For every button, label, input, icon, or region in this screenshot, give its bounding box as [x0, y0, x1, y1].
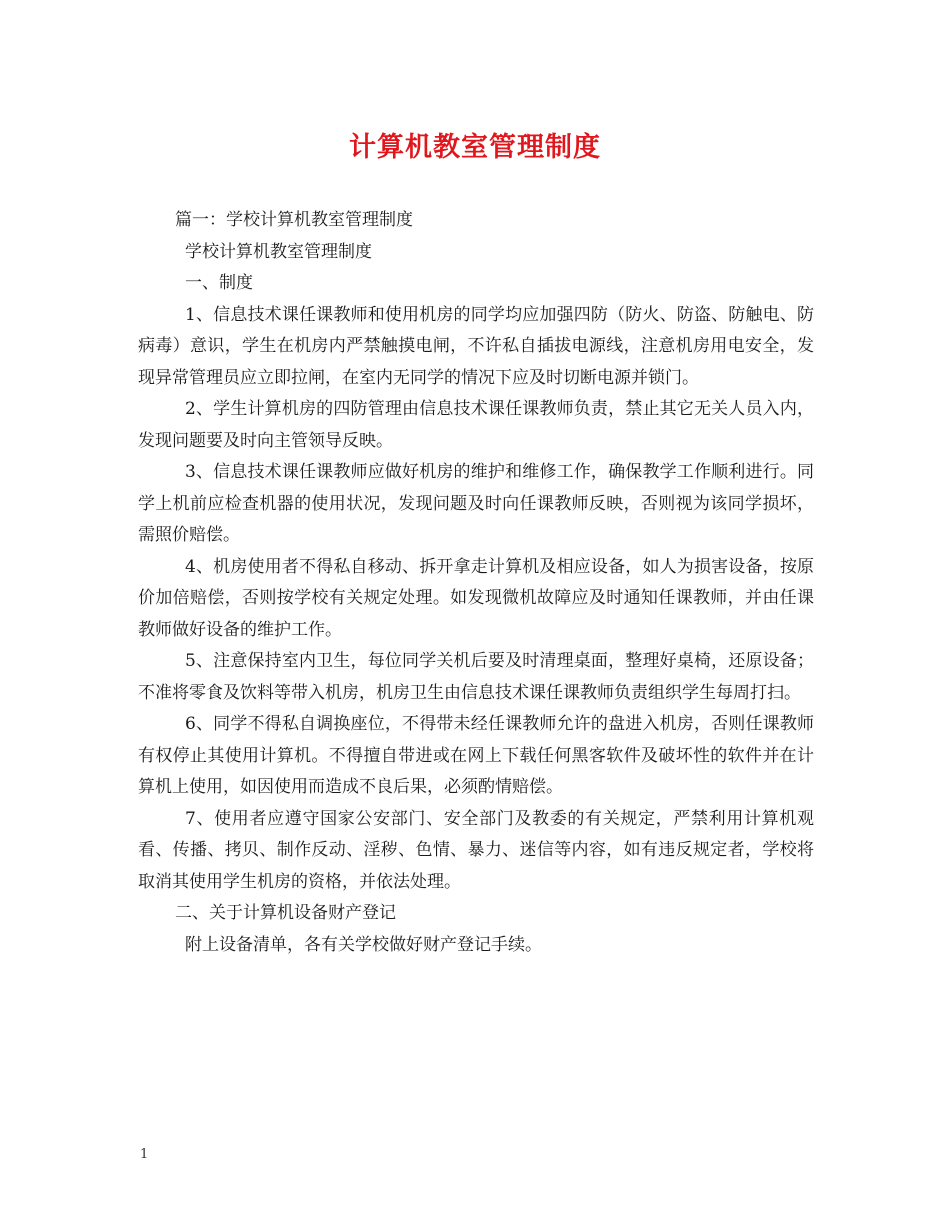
subtitle: 学校计算机教室管理制度	[185, 241, 372, 262]
rule-paragraph-7: 7、使用者应遵守国家公安部门、安全部门及教委的有关规定，严禁利用计算机观看、传播、拷贝、制作反动、淫秽、色情、暴力、迷信等内容，如有违反规定者，学校将取消其使用学生机房的资格，并依法处理。	[138, 808, 814, 892]
document-title: 计算机教室管理制度	[349, 132, 601, 163]
rule-paragraph-5: 5、注意保持室内卫生，每位同学关机后要及时清理桌面，整理好桌椅，还原设备；不准将零食及饮料等带入机房，机房卫生由信息技术课任课教师负责组织学生每周打扫。	[138, 651, 814, 703]
document-body	[138, 205, 814, 961]
rule-paragraph-1: 1、信息技术课任课教师和使用机房的同学均应加强四防（防火、防盗、防触电、防病毒）意识，学生在机房内严禁触摸电闸，不许私自插拔电源线，注意机房用电安全，发现异常管理员应立即拉闸，在室内无同学的情况下应及时切断电源并锁门。	[138, 304, 814, 388]
page-number: 1	[140, 1147, 149, 1162]
chapter-heading: 篇一：学校计算机教室管理制度	[175, 210, 413, 230]
rule-paragraph-3: 3、信息技术课任课教师应做好机房的维护和维修工作，确保教学工作顺利进行。同学上机前应检查机器的使用状况，发现问题及时向任课教师反映，否则视为该同学损坏，需照价赔偿。	[138, 462, 814, 545]
section-heading-one: 一、制度	[185, 273, 253, 293]
section-heading-two: 二、关于计算机设备财产登记	[175, 903, 396, 923]
rule-paragraph-6: 6、同学不得私自调换座位，不得带未经任课教师允许的盘进入机房，否则任课教师有权停止其使用计算机。不得擅自带进或在网上下载任何黑客软件及破坏性的软件并在计算机上使用，如因使用而造成不良后果，必须酌情赔偿。	[138, 714, 814, 797]
rule-paragraph-4: 4、机房使用者不得私自移动、拆开拿走计算机及相应设备，如人为损害设备，按原价加倍赔偿，否则按学校有关规定处理。如发现微机故障应及时通知任课教师，并由任课教师做好设备的维护工作。	[138, 556, 814, 640]
rule-paragraph-2: 2、学生计算机房的四防管理由信息技术课任课教师负责，禁止其它无关人员入内，发现问题要及时向主管领导反映。	[138, 399, 814, 451]
attachment-note: 附上设备清单，各有关学校做好财产登记手续。	[185, 934, 542, 955]
